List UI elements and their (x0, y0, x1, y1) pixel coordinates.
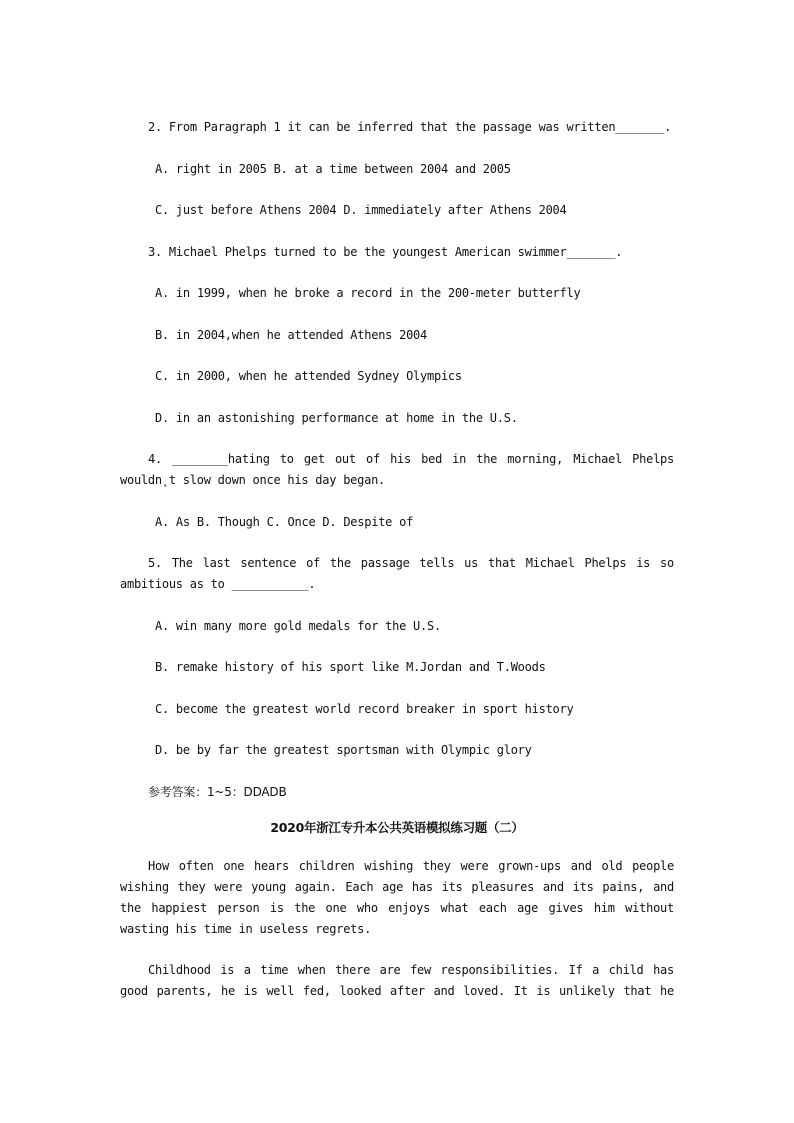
page-content (120, 117, 674, 1023)
question-3-stem: 3. Michael Phelps turned to be the youngest American swimmer_______. (148, 244, 623, 259)
question-5-option-d: D. be by far the greatest sportsman with Olympic glory (155, 743, 532, 757)
question-3-option-a: A. in 1999, when he broke a record in the 200-meter butterfly (155, 286, 581, 300)
question-5-stem: 5. The last sentence of the passage tells us that Michael Phelps is so ambitious as to ___________. (120, 556, 674, 591)
answer-key: 参考答案：1~5：DDADB (148, 784, 287, 799)
question-2-option-ab: A. right in 2005 B. at a time between 2004 and 2005 (155, 161, 511, 176)
question-3-option-d: D. in an astonishing performance at home in the U.S. (155, 410, 518, 425)
question-2-stem: 2. From Paragraph 1 it can be inferred that the passage was written_______. (148, 120, 672, 134)
question-2-option-cd: C. just before Athens 2004 D. immediately after Athens 2004 (155, 203, 567, 217)
question-3-option-b: B. in 2004,when he attended Athens 2004 (155, 327, 428, 342)
question-4-options: A. As B. Though C. Once D. Despite of (155, 514, 414, 529)
question-5-option-c: C. become the greatest world record breaker in sport history (155, 701, 574, 716)
question-5-option-b: B. remake history of his sport like M.Jordan and T.Woods (155, 660, 546, 674)
passage-paragraph-1: How often one hears children wishing they were grown-ups and old people wishing they were young again. Each age has its pleasures and its pains, and the happiest person is the one who enjoys what each age gives him without wasting his time in useless regrets. (120, 858, 674, 936)
passage-paragraph-2: Childhood is a time when there are few responsibilities. If a child has good parents, he is well fed, looked after and loved. It is unlikely that he (120, 963, 674, 998)
question-3-option-c: C. in 2000, when he attended Sydney Olympics (155, 369, 462, 383)
question-5-option-a: A. win many more gold medals for the U.S. (155, 618, 441, 633)
question-4-stem: 4. ________hating to get out of his bed in the morning, Michael Phelps wouldn˛t slow down once his day began. (120, 452, 674, 487)
section-title: 2020年浙江专升本公共英语模拟练习题（二） (270, 819, 524, 835)
